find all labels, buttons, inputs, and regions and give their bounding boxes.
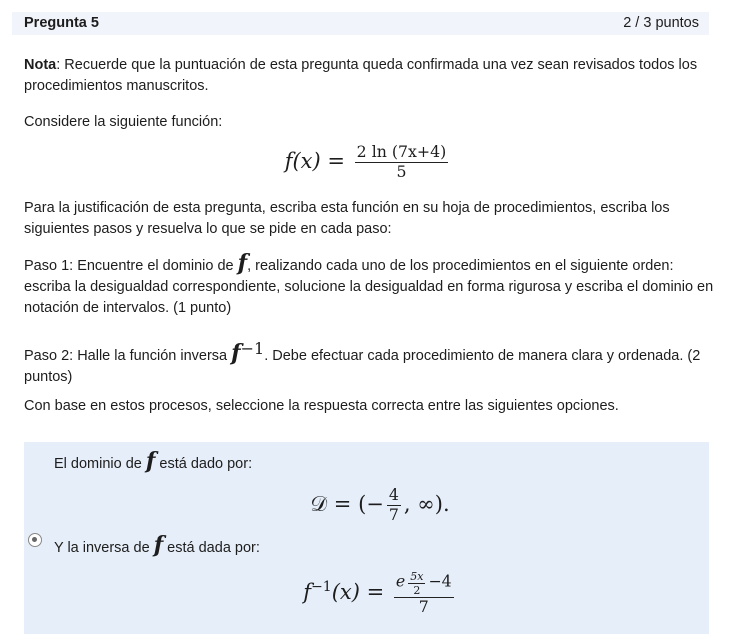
inverse-formula [0, 570, 736, 617]
function-denominator: 5 [396, 161, 407, 181]
function-symbol: f [153, 532, 164, 558]
inverse-after: está dada por: [163, 540, 260, 556]
prompt-text: Con base en estos procesos, seleccione la respuesta correcta entre las siguientes opciones. [24, 398, 619, 414]
domain-before: El dominio de [54, 456, 146, 472]
question-header [12, 12, 709, 35]
question-title: Pregunta 5 [24, 15, 99, 31]
question-score: 2 / 3 puntos [623, 15, 699, 31]
inverse-arg: (x) = [331, 580, 385, 605]
inverse-sup: −1 [311, 579, 332, 596]
function-numerator: 2 ln (7x+4) [356, 142, 447, 161]
instructions-text: Para la justificación de esta pregunta, escriba esta función en su hoja de procedimientos, escriba los siguientes pasos y resuelva lo que se pide en cada paso: [24, 200, 670, 237]
note-text [24, 55, 714, 97]
function-symbol: f [237, 250, 248, 276]
exponent-denominator: 2 [413, 584, 421, 598]
inverse-superscript: −1 [240, 339, 265, 358]
exp-base: e [395, 571, 406, 591]
step1-after: , realizando cada uno de los procedimientos en el siguiente orden: escriba la desigualdad correspondiente, solucione la desigualdad en forma rigurosa y escriba el dominio en notación de intervalos. (1 punto) [24, 258, 714, 316]
domain-formula [0, 486, 736, 525]
step2-text [24, 338, 714, 388]
inverse-before: Y la inversa de [54, 540, 154, 556]
function-symbol: f [145, 448, 156, 474]
function-symbol: f [231, 339, 241, 366]
step1-before: Paso 1: Encuentre el dominio de [24, 258, 238, 274]
note-label: Nota [24, 57, 57, 73]
domain-lhs: 𝒟 = (− [310, 491, 384, 516]
note-body: : Recuerde que la puntuación de esta pregunta queda confirmada una vez sean revisados todos los procedimientos manuscritos. [24, 57, 698, 94]
step1-text [24, 250, 714, 319]
answer-radio[interactable] [28, 533, 42, 547]
option-domain-text [54, 448, 736, 475]
function-lhs: f(x) = [284, 148, 345, 173]
exponent-numerator: 5x [410, 570, 424, 583]
step2-before: Paso 2: Halle la función inversa [24, 347, 232, 364]
option-inverse-text [54, 532, 736, 559]
inverse-f: f [303, 580, 312, 605]
numerator-tail: −4 [428, 571, 452, 591]
intro-text: Considere la siguiente función: [24, 114, 223, 130]
step2-after: . Debe efectuar cada procedimiento de manera clara y ordenada. (2 puntos) [24, 347, 701, 385]
function-formula [0, 143, 736, 182]
domain-numerator: 4 [388, 485, 399, 504]
domain-after: está dado por: [155, 456, 253, 472]
inverse-denominator: 7 [418, 597, 429, 617]
domain-denominator: 7 [388, 504, 399, 524]
domain-rhs: , ∞). [403, 491, 450, 516]
